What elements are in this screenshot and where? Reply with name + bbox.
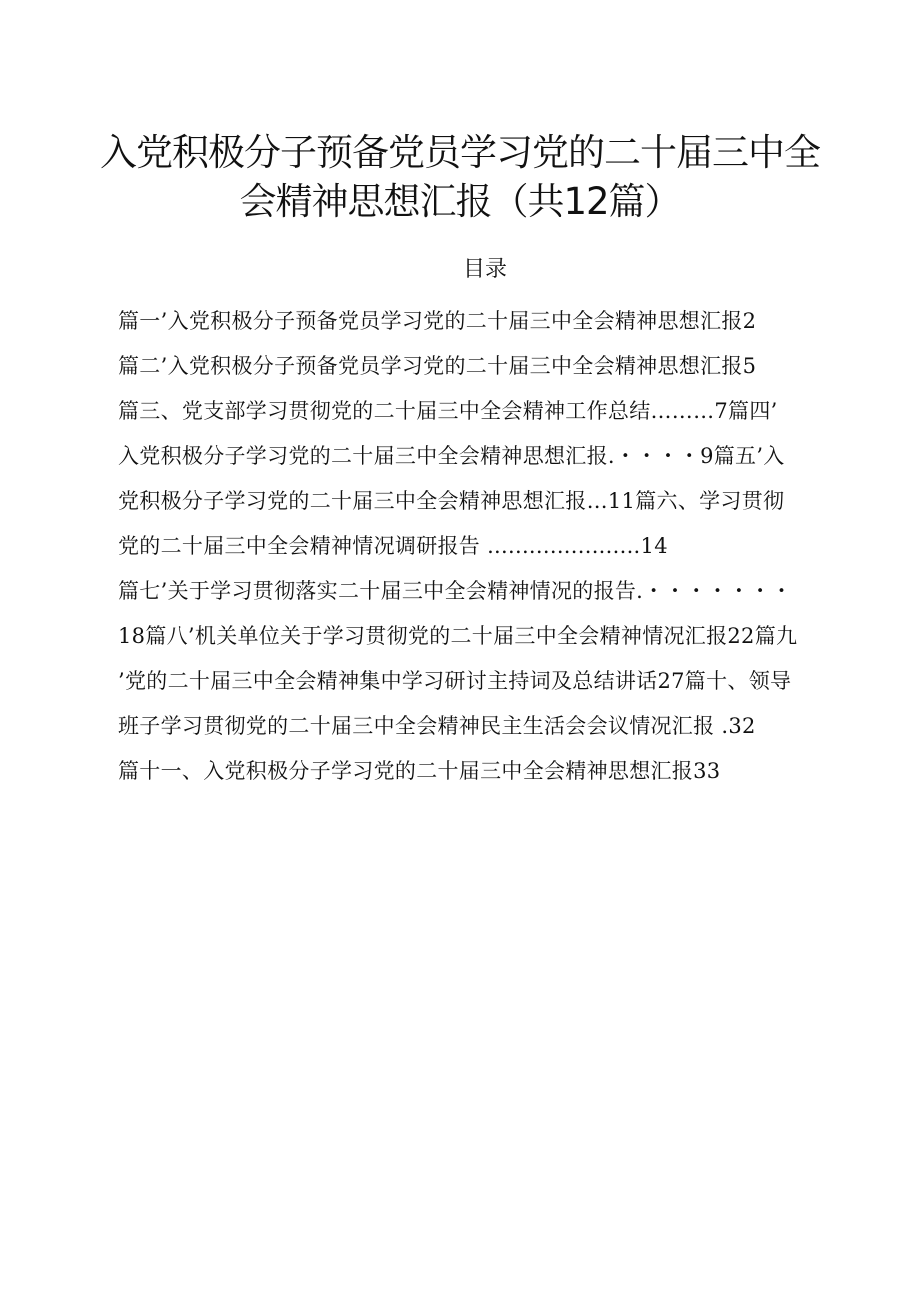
toc-line: 党的二十届三中全会精神情况调研报告 ......................14: [118, 534, 668, 558]
toc-line: 篇十一、入党积极分子学习党的二十届三中全会精神思想汇报33: [118, 759, 721, 783]
toc-line: ’党的二十届三中全会精神集中学习研讨主持词及总结讲话27篇十、领导: [118, 669, 792, 693]
table-of-contents: [118, 303, 858, 798]
toc-line: 入党积极分子学习党的二十届三中全会精神思想汇报.・・・・9篇五’入: [118, 444, 785, 468]
toc-line: 篇七’关于学习贯彻落实二十届三中全会精神情况的报告.・・・・・・・: [118, 579, 793, 603]
toc-line: 篇二’入党积极分子预备党员学习党的二十届三中全会精神思想汇报5: [118, 354, 757, 378]
toc-heading: 目录: [462, 257, 507, 282]
toc-line: 党积极分子学习党的二十届三中全会精神思想汇报…11篇六、学习贯彻: [118, 489, 785, 513]
document-title-line-2: 会精神思想汇报（共12篇）: [239, 180, 681, 223]
toc-line: 篇三、党支部学习贯彻党的二十届三中全会精神工作总结………7篇四’: [118, 399, 778, 423]
toc-line: 18篇八’机关单位关于学习贯彻党的二十届三中全会精神情况汇报22篇九: [118, 624, 798, 648]
toc-line: 篇一’入党积极分子预备党员学习党的二十届三中全会精神思想汇报2: [118, 309, 757, 333]
toc-line: 班子学习贯彻党的二十届三中全会精神民主生活会会议情况汇报 .32: [118, 714, 756, 738]
document-title-line-1: 入党积极分子预备党员学习党的二十届三中全: [100, 131, 820, 174]
